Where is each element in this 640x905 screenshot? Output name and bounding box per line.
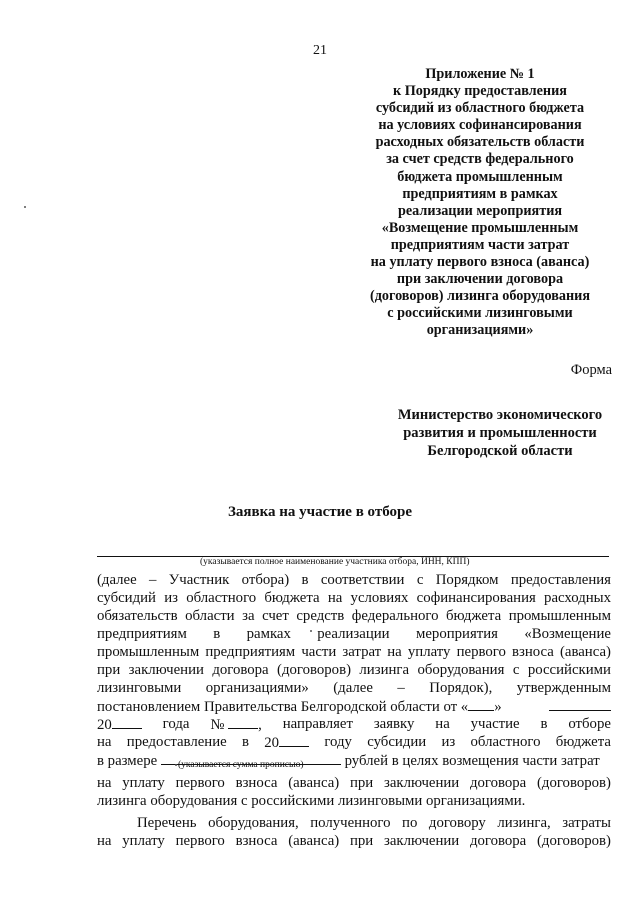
word: реализации <box>317 626 390 642</box>
word: части <box>301 644 337 660</box>
appendix-line: на условиях софинансирования <box>378 117 582 134</box>
word: уплату <box>122 833 165 849</box>
word: при <box>349 775 374 791</box>
year-blank <box>112 715 142 729</box>
body-line-6 <box>97 661 611 679</box>
word: оборудования, <box>208 815 299 831</box>
appendix-line: организациями» <box>426 322 534 339</box>
resolution-text: постановлением Правительства Белгородской области от « <box>97 699 469 715</box>
word: федерального <box>351 608 439 624</box>
word: Порядком <box>435 572 499 588</box>
word: «Возмещение <box>524 626 611 642</box>
word: счет <box>262 608 289 624</box>
word: обязательств <box>97 608 178 624</box>
word: при <box>349 833 374 849</box>
participant-name-caption: (указывается полное наименование участника отбора, ИНН, КПП) <box>200 557 470 567</box>
body-line-7 <box>97 679 611 697</box>
word: на <box>327 590 343 606</box>
body-line-4 <box>97 625 611 643</box>
appendix-line: с российскими лизинговыми <box>387 305 573 322</box>
word: лизинга <box>359 662 410 678</box>
word: бюджета <box>264 590 320 606</box>
word: предприятиям <box>97 626 187 642</box>
word: на <box>435 716 450 732</box>
appendix-line: расходных обязательств области <box>375 134 585 151</box>
word: бюджета <box>446 608 502 624</box>
word: областного <box>186 590 257 606</box>
word: утвержденным <box>516 680 611 696</box>
word: отборе <box>568 716 611 732</box>
word: лизинга, <box>497 815 551 831</box>
ministry-line: Министерство экономического <box>397 407 603 423</box>
line10-start-0: на <box>97 734 112 750</box>
word: договора <box>469 775 527 791</box>
scan-speck <box>24 206 26 208</box>
body-line-10 <box>97 733 611 752</box>
appendix-line: бюджета промышленным <box>397 168 563 185</box>
word: (договоров) <box>537 775 611 791</box>
word: лизинговыми <box>97 680 182 696</box>
ministry-line: Белгородской области <box>427 443 573 459</box>
word: Порядок), <box>429 680 493 696</box>
line10-start-1: предоставление <box>126 734 227 750</box>
word: договора <box>469 833 527 849</box>
word: по <box>402 815 418 831</box>
word: (аванса) <box>288 833 340 849</box>
body-line-8 <box>97 697 611 716</box>
word: бюджета <box>555 734 611 750</box>
word: первого <box>175 833 225 849</box>
word: заключении <box>128 662 204 678</box>
body-line-1 <box>97 571 611 589</box>
body-line-9: 20 года № , направляет заявку на участие в отборе <box>97 716 611 733</box>
word: промышленным <box>508 608 611 624</box>
word: при <box>97 662 121 678</box>
word: субсидий <box>97 590 156 606</box>
word: участие <box>470 716 520 732</box>
word: на <box>97 833 112 849</box>
ministry-line: развития и промышленности <box>403 425 597 441</box>
sum-words-caption: (указывается сумма прописью) <box>178 760 304 770</box>
subsidy-year-blank <box>279 733 309 747</box>
body-line-13: лизинга оборудования с российскими лизинговыми организациями. <box>97 793 526 809</box>
word: рамках <box>246 626 291 642</box>
word: (аванса) <box>288 775 340 791</box>
appendix-line: субсидий из областного бюджета <box>375 100 585 117</box>
word: области <box>185 608 235 624</box>
word: организациями» <box>205 680 309 696</box>
year-prefix: 20 <box>97 717 112 733</box>
day-blank <box>468 697 494 711</box>
word: заключении <box>383 833 460 849</box>
word: договору <box>428 815 486 831</box>
appendix-line: предприятиям части затрат <box>390 236 570 253</box>
word: уплату <box>407 644 451 660</box>
word: оборудования <box>417 662 505 678</box>
word: (договоров) <box>537 833 611 849</box>
word: затрат <box>342 644 382 660</box>
word: условиях <box>350 590 409 606</box>
appendix-line: «Возмещение промышленным <box>381 219 579 236</box>
word: уплату <box>122 775 165 791</box>
word: средств <box>296 608 345 624</box>
word: заявку <box>373 716 415 732</box>
number-blank <box>228 715 258 729</box>
word: Перечень <box>137 815 197 831</box>
word: заключении <box>383 775 460 791</box>
word: мероприятия <box>415 626 498 642</box>
word: (далее <box>333 680 373 696</box>
word: (далее <box>97 572 137 588</box>
word: договора <box>212 662 269 678</box>
word: полученного <box>310 815 391 831</box>
body-line-11 <box>97 751 611 770</box>
form-label: Форма <box>570 362 612 378</box>
body-line-5 <box>97 643 611 661</box>
word: субсидии <box>367 734 427 750</box>
line10-start-2: в <box>241 734 249 750</box>
word: в <box>213 626 221 642</box>
word: областного <box>470 734 541 750</box>
appendix-line: на уплату первого взноса (аванса) <box>370 254 590 271</box>
word: направляет <box>282 716 353 732</box>
body-line-15 <box>97 832 611 850</box>
word: с <box>416 572 424 588</box>
word: промышленным <box>97 644 200 660</box>
quote-close: » <box>494 699 502 715</box>
amount-purpose: рублей в целях возмещения части затрат <box>344 753 600 769</box>
word: соответствии <box>320 572 405 588</box>
word: году <box>324 734 352 750</box>
word: отбора) <box>241 572 290 588</box>
body-line-12 <box>97 774 611 792</box>
line10-year-prefix: 20 <box>264 735 280 751</box>
word: – <box>149 572 157 588</box>
word: в <box>540 716 548 732</box>
word: в <box>301 572 309 588</box>
word: из <box>164 590 178 606</box>
appendix-line: реализации мероприятия <box>397 202 563 219</box>
word: (договоров) <box>277 662 351 678</box>
body-line-2 <box>97 589 611 607</box>
word: – <box>397 680 405 696</box>
number-sign: № <box>210 717 225 733</box>
word: предоставления <box>510 572 611 588</box>
appendix-header <box>330 66 630 340</box>
word: Участник <box>168 572 230 588</box>
word: затраты <box>562 815 611 831</box>
word: взноса <box>235 775 278 791</box>
word: российскими <box>527 662 611 678</box>
word: взноса <box>235 833 278 849</box>
goda-word: года <box>162 716 190 732</box>
word: на <box>97 775 112 791</box>
word: взноса <box>511 644 554 660</box>
word: предприятиям <box>205 644 296 660</box>
word: на <box>387 644 402 660</box>
word: первого <box>456 644 506 660</box>
month-blank <box>549 697 611 711</box>
amount-label: в размере <box>97 753 158 769</box>
appendix-line: предприятиям в рамках <box>402 185 558 202</box>
appendix-line: при заключении договора <box>396 271 564 288</box>
appendix-line: к Порядку предоставления <box>393 83 567 100</box>
scan-speck <box>310 630 312 632</box>
body-line-14 <box>97 814 611 832</box>
addressee-block <box>372 406 628 460</box>
scan-speck <box>175 764 177 766</box>
document-title: Заявка на участие в отборе <box>227 504 413 520</box>
appendix-line: за счет средств федерального <box>386 151 574 168</box>
word: расходных <box>544 590 611 606</box>
word: с <box>512 662 520 678</box>
word: (аванса) <box>559 644 611 660</box>
body-line-3 <box>97 607 611 625</box>
word: первого <box>175 775 225 791</box>
appendix-line: Приложение № 1 <box>425 66 535 82</box>
appendix-line: (договоров) лизинга оборудования <box>369 288 590 305</box>
word: из <box>441 734 456 750</box>
word: софинансирования <box>416 590 536 606</box>
page-number: 21 <box>313 43 327 58</box>
word: за <box>242 608 255 624</box>
